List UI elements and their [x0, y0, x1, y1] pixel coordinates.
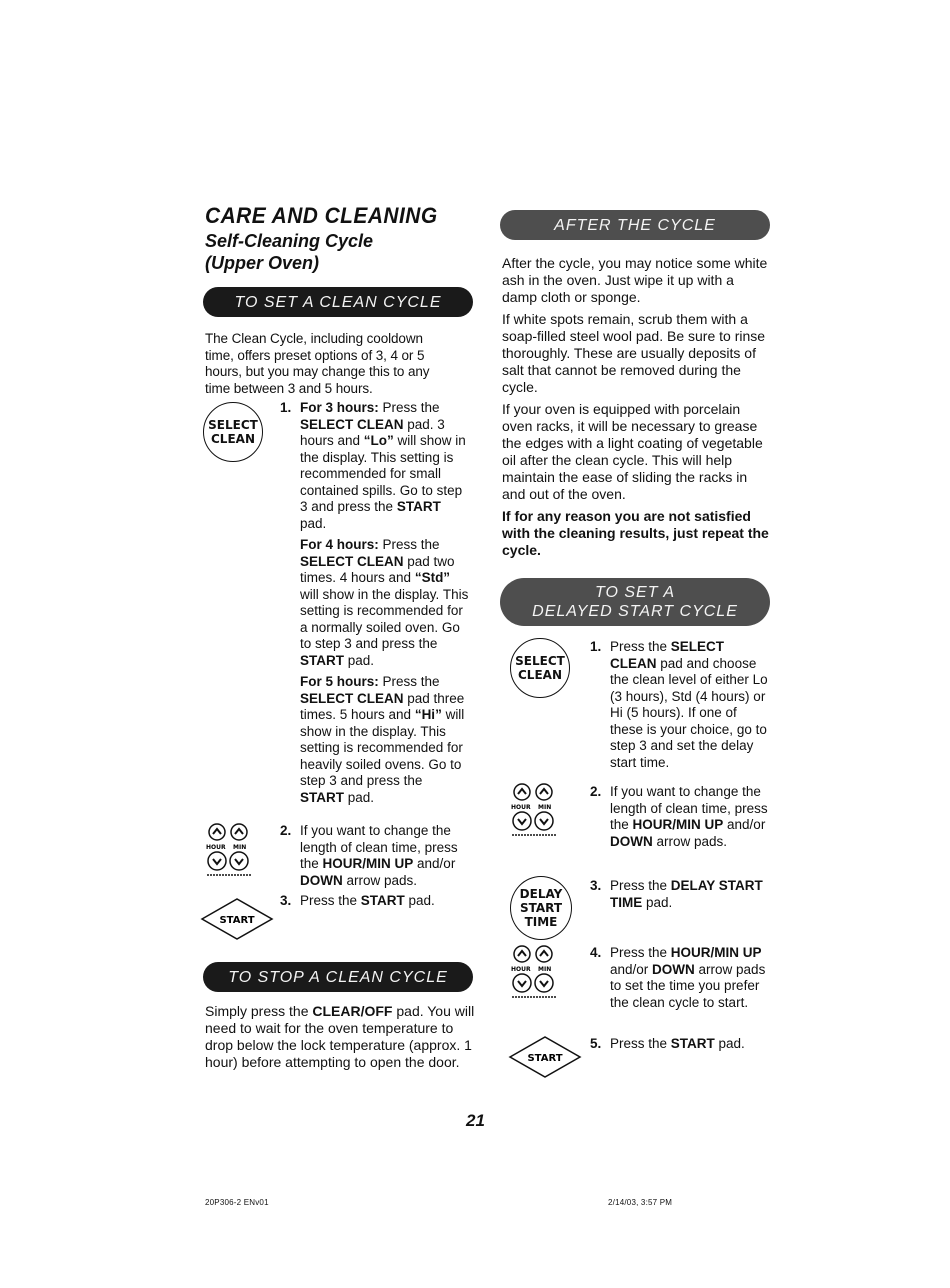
- page-number: 21: [466, 1111, 485, 1130]
- delay-start-time-pad-icon: [510, 876, 572, 940]
- subtitle-line-1: Self-Cleaning Cycle: [205, 231, 374, 251]
- t: “Hi”: [414, 707, 442, 722]
- delay-step-2-number: 2.: [590, 784, 602, 799]
- t: pad three times. 5 hours and: [300, 690, 465, 722]
- t: pad.: [300, 515, 327, 531]
- t: SELECT CLEAN: [300, 690, 404, 706]
- t: DELAY START TIME: [610, 878, 763, 910]
- delay-pad-label-2: START: [519, 901, 563, 915]
- step-2-number: 2.: [280, 823, 292, 838]
- stop-text: [205, 1003, 475, 1071]
- t: START: [300, 652, 344, 668]
- t: Press the: [300, 893, 361, 908]
- step-3-text: [300, 893, 475, 910]
- delay-step-1-number: 1.: [590, 639, 602, 654]
- select-clean-pad-label-2: CLEAN: [518, 668, 562, 682]
- t: DOWN: [652, 961, 695, 977]
- hour-min-arrows-icon: [508, 780, 572, 844]
- t: and/or: [610, 961, 653, 977]
- t: “Std”: [414, 570, 451, 585]
- t: “Lo”: [363, 433, 394, 448]
- t: If you want to change the length of clean time, press the: [610, 784, 768, 832]
- arrow-hour-label: HOUR: [511, 966, 531, 973]
- delay-step-3-number: 3.: [590, 878, 602, 893]
- t: HOUR/MIN UP: [632, 817, 724, 832]
- t: Press the: [378, 674, 440, 689]
- step-1-4-hours: [300, 537, 470, 669]
- t: will show in the display. This setting is recommended for small contained spills. Go to step 3 and press the: [300, 433, 466, 514]
- t: DOWN: [300, 872, 343, 888]
- t: Press the: [610, 639, 671, 654]
- section-subtitle: [205, 230, 425, 274]
- delay-step-1-text: [610, 639, 770, 771]
- t: and/or: [413, 856, 456, 871]
- hour-min-arrows-icon: [508, 942, 572, 1006]
- t: SELECT CLEAN: [300, 416, 404, 432]
- arrow-hour-label: HOUR: [206, 844, 226, 851]
- t: START: [396, 499, 441, 514]
- after-paragraph-1: After the cycle, you may notice some white ash in the oven. Just wipe it up with a damp cloth or sponge.: [502, 255, 768, 305]
- delay-step-1: [590, 639, 770, 771]
- t: will show in the display. This setting is recommended for a normally soiled oven. Go to step 3 and press the: [300, 586, 469, 651]
- step-1-3-hours: [300, 400, 470, 532]
- step-3-number: 3.: [280, 893, 292, 908]
- step-1-5-hours-heading: For 5 hours:: [300, 674, 379, 689]
- step-2: [280, 823, 475, 889]
- t: START: [360, 893, 405, 908]
- t: pad.: [642, 894, 673, 910]
- t: pad two times. 4 hours and: [300, 553, 455, 585]
- arrow-min-label: MIN: [538, 804, 552, 811]
- banner-delayed-start-line-1: TO SET A: [594, 584, 675, 601]
- start-pad-label: START: [219, 915, 255, 926]
- t: pad.: [714, 1036, 745, 1051]
- step-1-5-hours: [300, 674, 470, 806]
- t: DOWN: [610, 833, 653, 849]
- delay-pad-label-3: TIME: [524, 915, 558, 929]
- t: START: [670, 1036, 715, 1051]
- t: pad.: [404, 893, 435, 908]
- footer-timestamp: 2/14/03, 3:57 PM: [608, 1198, 673, 1207]
- delay-step-2-text: [610, 784, 775, 850]
- arrow-min-label: MIN: [538, 966, 552, 973]
- t: pad. 3 hours and: [300, 416, 445, 448]
- t: START: [300, 789, 344, 805]
- step-2-text: [300, 823, 475, 889]
- after-paragraph-3: If your oven is equipped with porcelain oven racks, it will be necessary to grease the edges with a light coating of vegetable oil after the clean cycle. This will help maintain the ease of sliding the racks in and out of the oven.: [502, 401, 763, 502]
- delay-pad-label-1: DELAY: [519, 887, 563, 901]
- delay-step-5-text: [610, 1036, 770, 1053]
- t: Press the: [610, 1036, 671, 1051]
- step-1: [280, 400, 470, 806]
- banner-delayed-start-line-2: DELAYED START CYCLE: [532, 603, 738, 620]
- banner-after-cycle: AFTER THE CYCLE: [500, 210, 770, 240]
- footer-doc-id: 20P306-2 ENv01: [205, 1198, 269, 1207]
- step-1-4-hours-heading: For 4 hours:: [300, 537, 379, 552]
- t: Press the: [378, 400, 440, 415]
- t: pad and choose the clean level of either Lo (3 hours), Std (4 hours) or Hi (5 hours). If one of these is your choice, go to step 3 and set the delay start time.: [610, 655, 768, 770]
- delay-step-3-text: [610, 878, 770, 911]
- t: If you want to change the length of clean time, press the: [300, 823, 458, 871]
- t: pad. You will need to wait for the oven temperature to drop below the lock temperature (approx. 1 hour) before attempting to open the door.: [205, 1003, 475, 1070]
- t: will show in the display. This setting is recommended for heavily soiled ovens. Go to step 3 and press the: [300, 707, 465, 788]
- t: CLEAR/OFF: [312, 1003, 393, 1019]
- select-clean-pad-label-1: SELECT: [515, 654, 565, 668]
- delay-step-5: [590, 1036, 770, 1053]
- delay-step-4-number: 4.: [590, 945, 602, 960]
- t: Press the: [610, 945, 671, 960]
- t: and/or: [723, 817, 766, 832]
- after-paragraph-2: If white spots remain, scrub them with a soap-filled steel wool pad. Be sure to rinse thoroughly. These are usually deposits of salt that cannot be removed during the cycle.: [502, 311, 766, 395]
- after-cycle-text: [502, 255, 772, 559]
- banner-delayed-start: [500, 578, 770, 626]
- t: Press the: [610, 878, 671, 893]
- arrow-min-label: MIN: [233, 844, 247, 851]
- banner-stop-clean-cycle: TO STOP A CLEAN CYCLE: [203, 962, 473, 992]
- delay-step-2: [590, 784, 775, 850]
- delay-step-4: [590, 945, 770, 1011]
- t: arrow pads.: [652, 833, 728, 849]
- intro-text: The Clean Cycle, including cooldown time, offers preset options of 3, 4 or 5 hours, but you may change this to any time between 3 and 5 hours.: [205, 331, 430, 396]
- after-bold-note: If for any reason you are not satisfied with the cleaning results, just repeat the cycle.: [502, 508, 769, 558]
- select-clean-pad-icon: [203, 402, 263, 462]
- page-title: CARE AND CLEANING: [205, 203, 438, 228]
- banner-set-clean-cycle: TO SET A CLEAN CYCLE: [203, 287, 473, 317]
- step-1-number: 1.: [280, 400, 292, 415]
- start-pad-icon: [200, 898, 274, 940]
- select-clean-pad-label-2: CLEAN: [211, 432, 255, 446]
- t: Simply press the: [205, 1003, 313, 1019]
- select-clean-pad-icon: [510, 638, 570, 698]
- t: SELECT CLEAN: [610, 639, 725, 671]
- delay-step-4-text: [610, 945, 770, 1011]
- delay-step-3: [590, 878, 770, 911]
- step-1-3-hours-heading: For 3 hours:: [300, 400, 379, 415]
- t: arrow pads.: [342, 872, 418, 888]
- start-pad-label: START: [527, 1053, 563, 1064]
- t: HOUR/MIN UP: [670, 945, 762, 960]
- t: HOUR/MIN UP: [322, 856, 414, 871]
- t: Press the: [378, 537, 440, 552]
- arrow-hour-label: HOUR: [511, 804, 531, 811]
- t: arrow pads to set the time you prefer the clean cycle to start.: [610, 961, 766, 1010]
- t: SELECT CLEAN: [300, 553, 404, 569]
- select-clean-pad-label-1: SELECT: [208, 418, 258, 432]
- start-pad-icon: [508, 1036, 582, 1078]
- delay-step-5-number: 5.: [590, 1036, 602, 1051]
- subtitle-line-2: (Upper Oven): [205, 253, 320, 273]
- step-3: [280, 893, 475, 910]
- t: pad.: [344, 652, 375, 668]
- t: pad.: [344, 789, 375, 805]
- hour-min-arrows-icon: [203, 820, 267, 884]
